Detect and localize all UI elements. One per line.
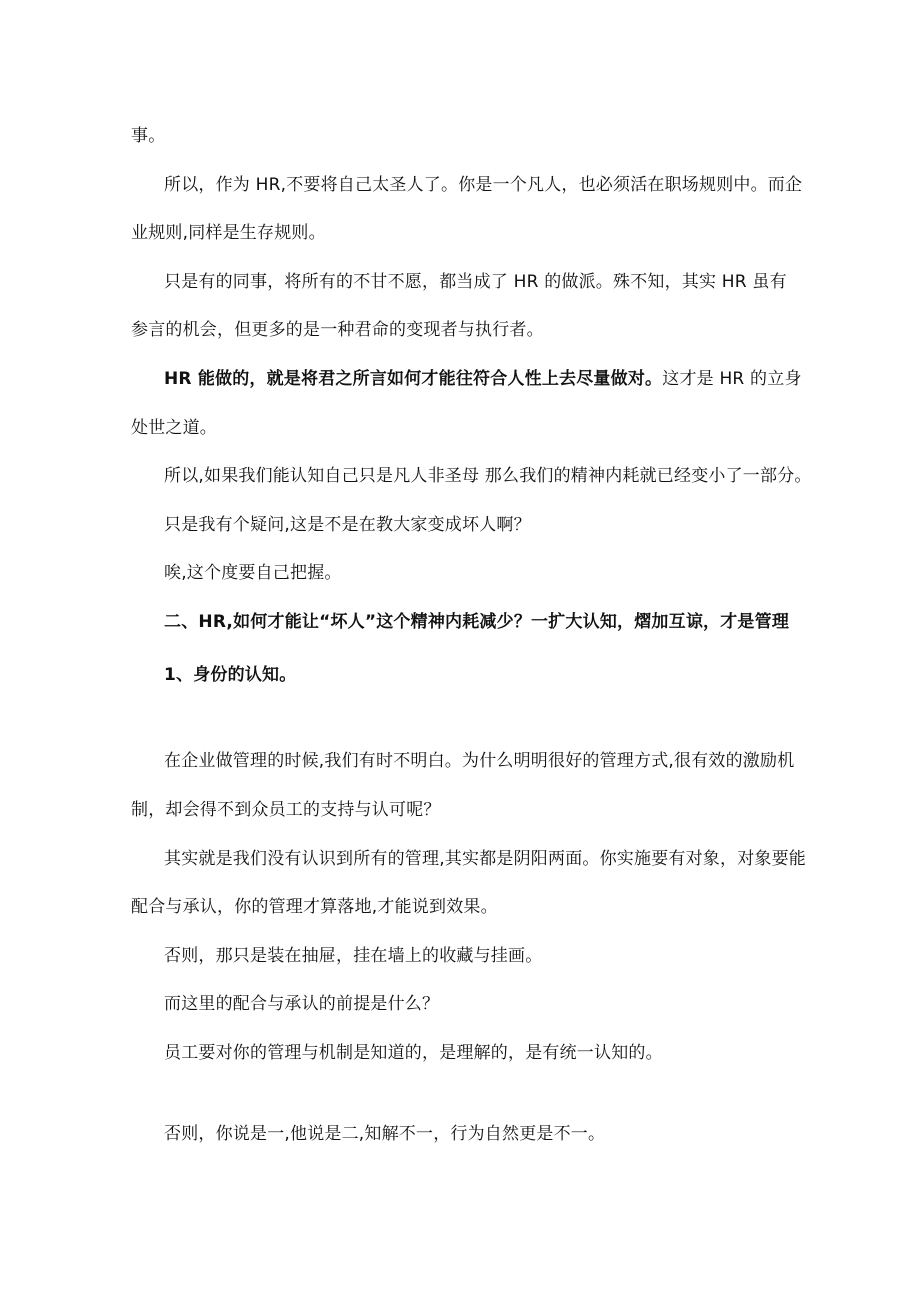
paragraph-line: 制，却会得不到众员工的支持与认可呢？	[131, 800, 441, 820]
paragraph-line: 配合与承认，你的管理才算落地,才能说到效果。	[131, 897, 498, 917]
paragraph-line: 所以，作为 HR,不要将自己太圣人了。你是一个凡人，也必须活在职场规则中。而企	[164, 175, 803, 195]
paragraph-line: 事。	[131, 126, 166, 146]
paragraph-line: 在企业做管理的时候,我们有时不明白。为什么明明很好的管理方式,很有效的激励机	[164, 751, 795, 771]
paragraph-line: 只是有的同事，将所有的不甘不愿，都当成了 HR 的做派。殊不知，其实 HR 虽有	[164, 272, 787, 292]
subsection-heading: 1、身份的认知。	[164, 665, 297, 685]
paragraph-line	[164, 367, 802, 391]
paragraph-line: 所以,如果我们能认知自己只是凡人非圣母 那么我们的精神内耗就已经变小了一部分。	[164, 466, 812, 486]
bold-emphasis: HR 能做的，就是将君之所言如何才能往符合人性上去尽量做对。	[164, 369, 663, 389]
line-continuation: 这才是 HR 的立身	[662, 369, 802, 389]
paragraph-line: 而这里的配合与承认的前提是什么？	[164, 994, 440, 1014]
paragraph-line: 处世之道。	[131, 418, 217, 438]
paragraph-line: 参言的机会，但更多的是一种君命的变现者与执行者。	[131, 320, 544, 340]
paragraph-line: 唉,这个度要自己把握。	[164, 563, 342, 583]
paragraph-line: 否则，你说是一,他说是二,知解不一，行为自然更是不一。	[164, 1124, 606, 1144]
paragraph-line: 员工要对你的管理与机制是知道的，是理解的，是有统一认知的。	[164, 1043, 663, 1063]
section-heading: 二、HR,如何才能让“坏人”这个精神内耗减少？一扩大认知，熠加互谅，才是管理	[164, 612, 790, 632]
paragraph-line: 其实就是我们没有认识到所有的管理,其实都是阴阳两面。你实施要有对象，对象要能	[164, 849, 807, 869]
paragraph-line: 否则，那只是装在抽屉，挂在墙上的收藏与挂画。	[164, 946, 543, 966]
paragraph-line: 业规则,同样是生存规则。	[131, 223, 326, 243]
paragraph-line: 只是我有个疑问,这是不是在教大家变成坏人啊？	[164, 515, 531, 535]
